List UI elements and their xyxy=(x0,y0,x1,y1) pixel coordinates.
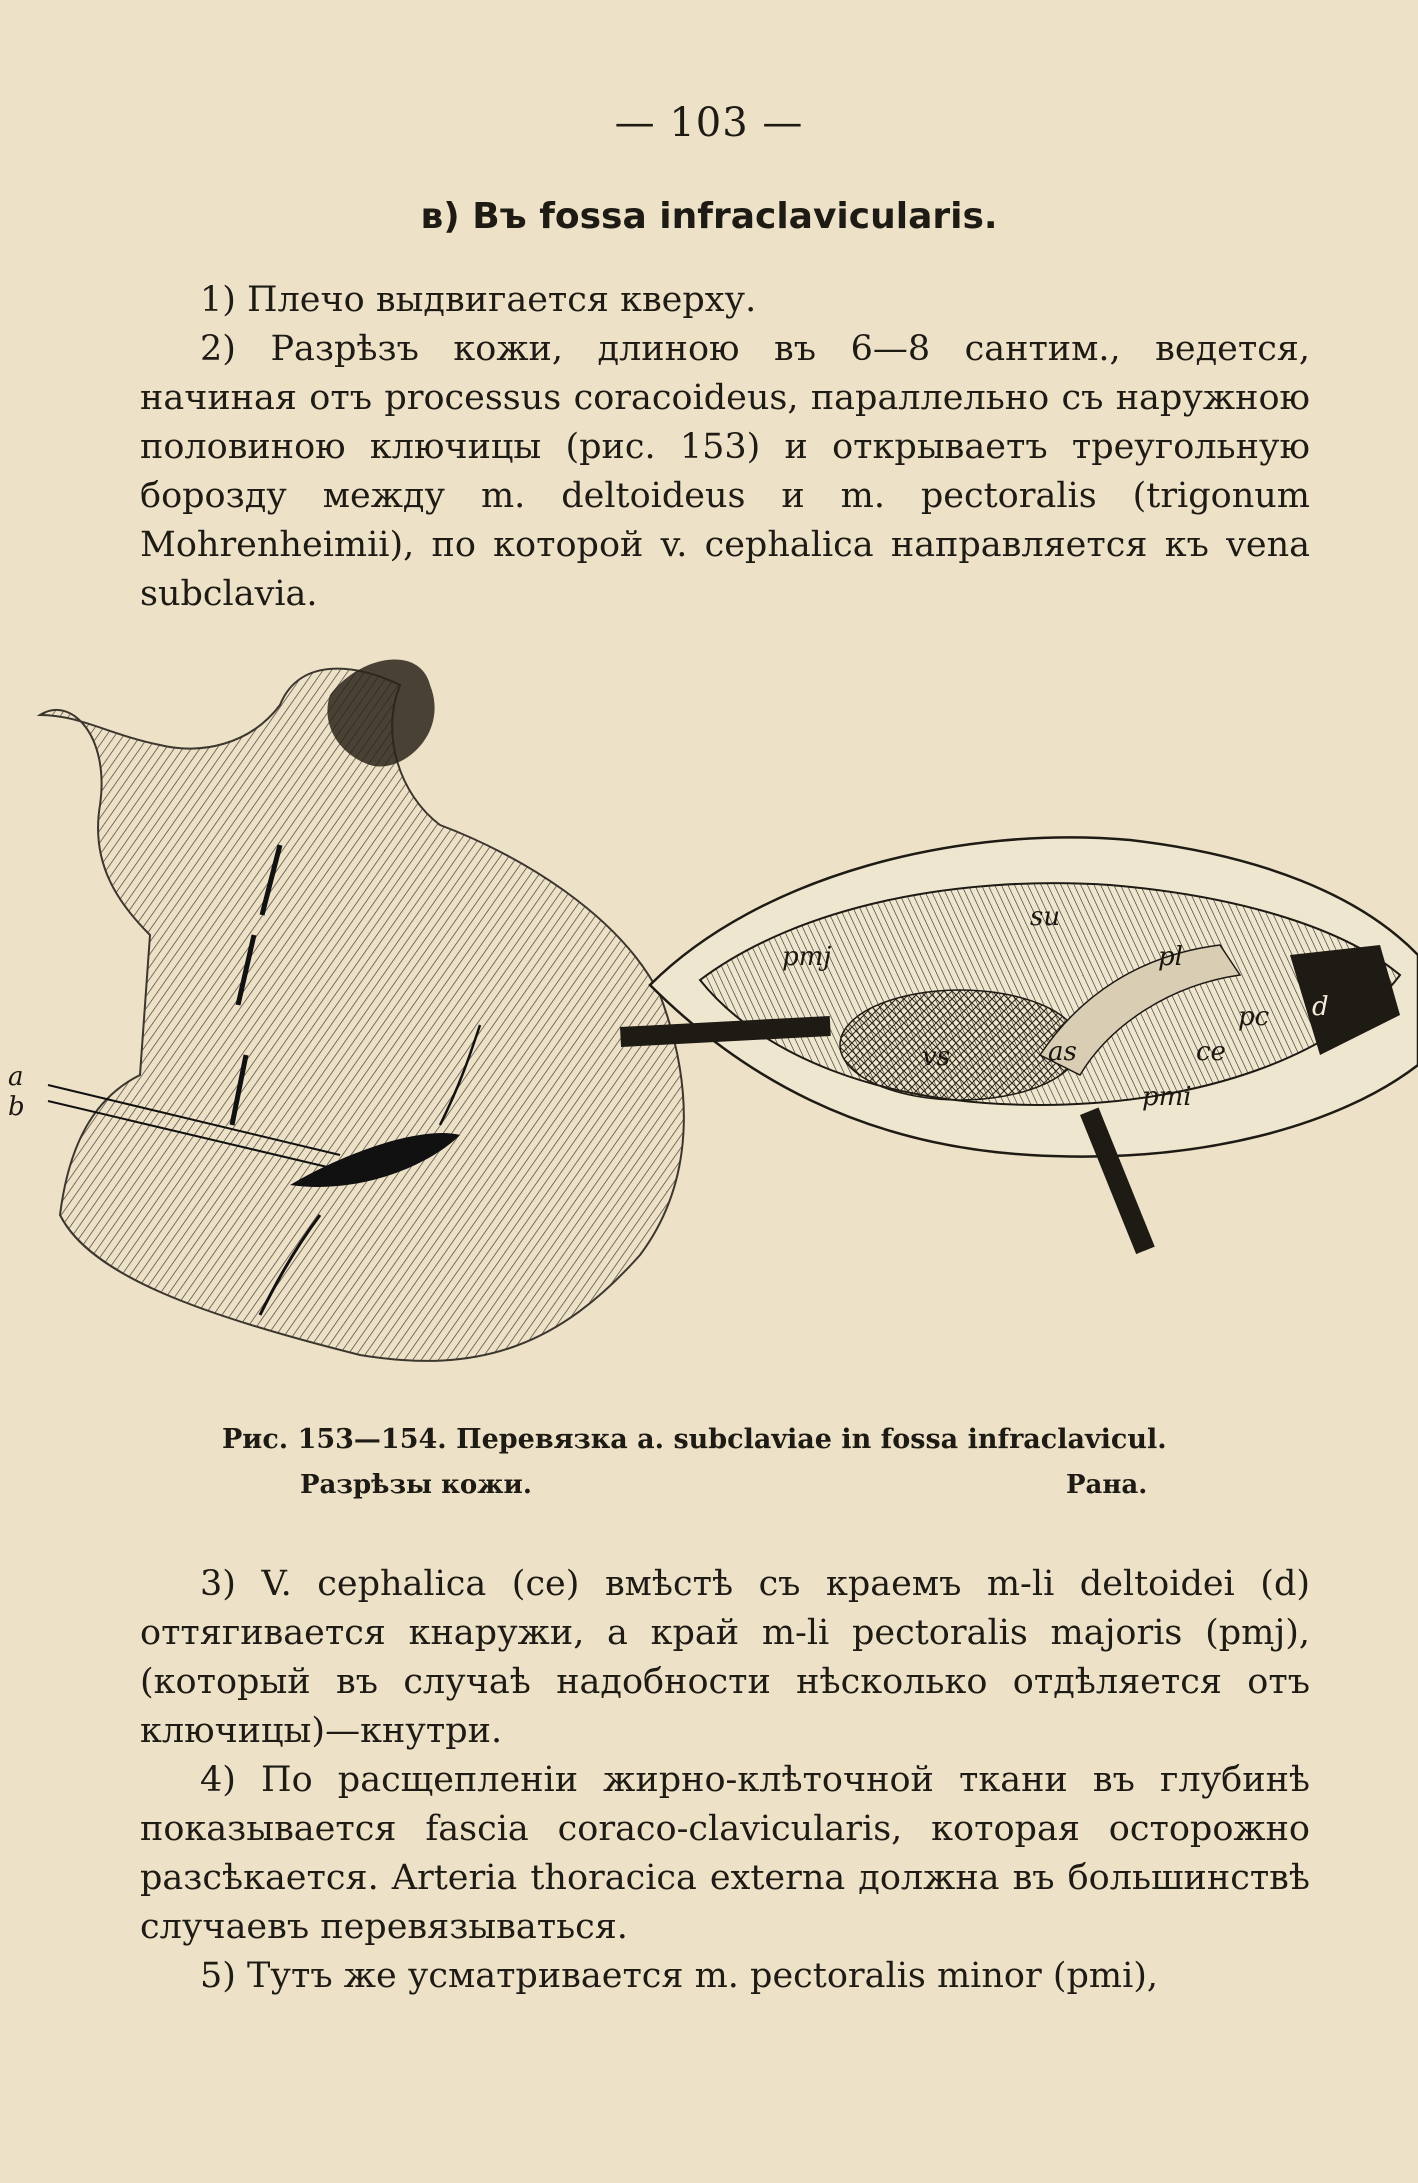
wound-drawing xyxy=(620,837,1418,1254)
section-heading: в) Въ fossa infraclavicularis. xyxy=(420,196,998,237)
label-pmj: pmj xyxy=(782,942,832,972)
figure-caption: Рис. 153—154. Перевязка a. subclaviae in fossa infraclavicul. xyxy=(222,1424,1167,1455)
paragraph-5: 5) Тутъ же усматривается m. pectoralis minor (pmi), xyxy=(200,1956,1159,1996)
page-number: — 103 — xyxy=(614,100,804,146)
text-block-top xyxy=(140,276,1310,619)
label-d: d xyxy=(1312,992,1329,1022)
paragraph-2: 2) Разрѣзъ кожи, длиною въ 6—8 сантим., ведется, начиная отъ processus coracoideus, параллельно съ наружною половиною ключицы (рис. 153) и открываетъ треугольную борозду между m. deltoideus и m. pectoralis (trigonum Mohrenheimii), по которой v. cephalica направляется къ vena subclavia. xyxy=(140,329,1310,614)
label-su: su xyxy=(1030,902,1061,932)
label-pl: pl xyxy=(1158,942,1183,972)
label-b: b xyxy=(8,1092,25,1122)
neck-shoulder-drawing xyxy=(8,660,684,1361)
paragraph-4: 4) По расщепленіи жирно-клѣточной ткани въ глубинѣ показывается fascia coraco-clavicularis, которая осторожно разсѣкается. Arteria thoracica externa должна въ большинствѣ случаевъ перевязываться. xyxy=(140,1760,1310,1947)
label-vs: vs xyxy=(922,1042,951,1072)
anatomical-illustration xyxy=(0,655,1418,1415)
text-block-bottom xyxy=(140,1560,1310,2001)
label-as: as xyxy=(1048,1037,1077,1067)
paragraph-1: 1) Плечо выдвигается кверху. xyxy=(200,280,757,320)
figure-caption-right: Рана. xyxy=(1066,1470,1148,1500)
paragraph-3: 3) V. cephalica (ce) вмѣстѣ съ краемъ m-li deltoidei (d) оттягивается кнаружи, а край m-li pectoralis majoris (pmj), (который въ случаѣ надобности нѣсколько отдѣляется отъ ключицы)—кнутри. xyxy=(140,1564,1310,1751)
label-pmi: pmi xyxy=(1142,1082,1192,1112)
label-a: a xyxy=(8,1062,24,1092)
label-ce: ce xyxy=(1196,1037,1226,1067)
figure-caption-left: Разрѣзы кожи. xyxy=(300,1470,532,1500)
label-pc: pc xyxy=(1238,1002,1270,1032)
figure-153-154 xyxy=(0,655,1418,1415)
